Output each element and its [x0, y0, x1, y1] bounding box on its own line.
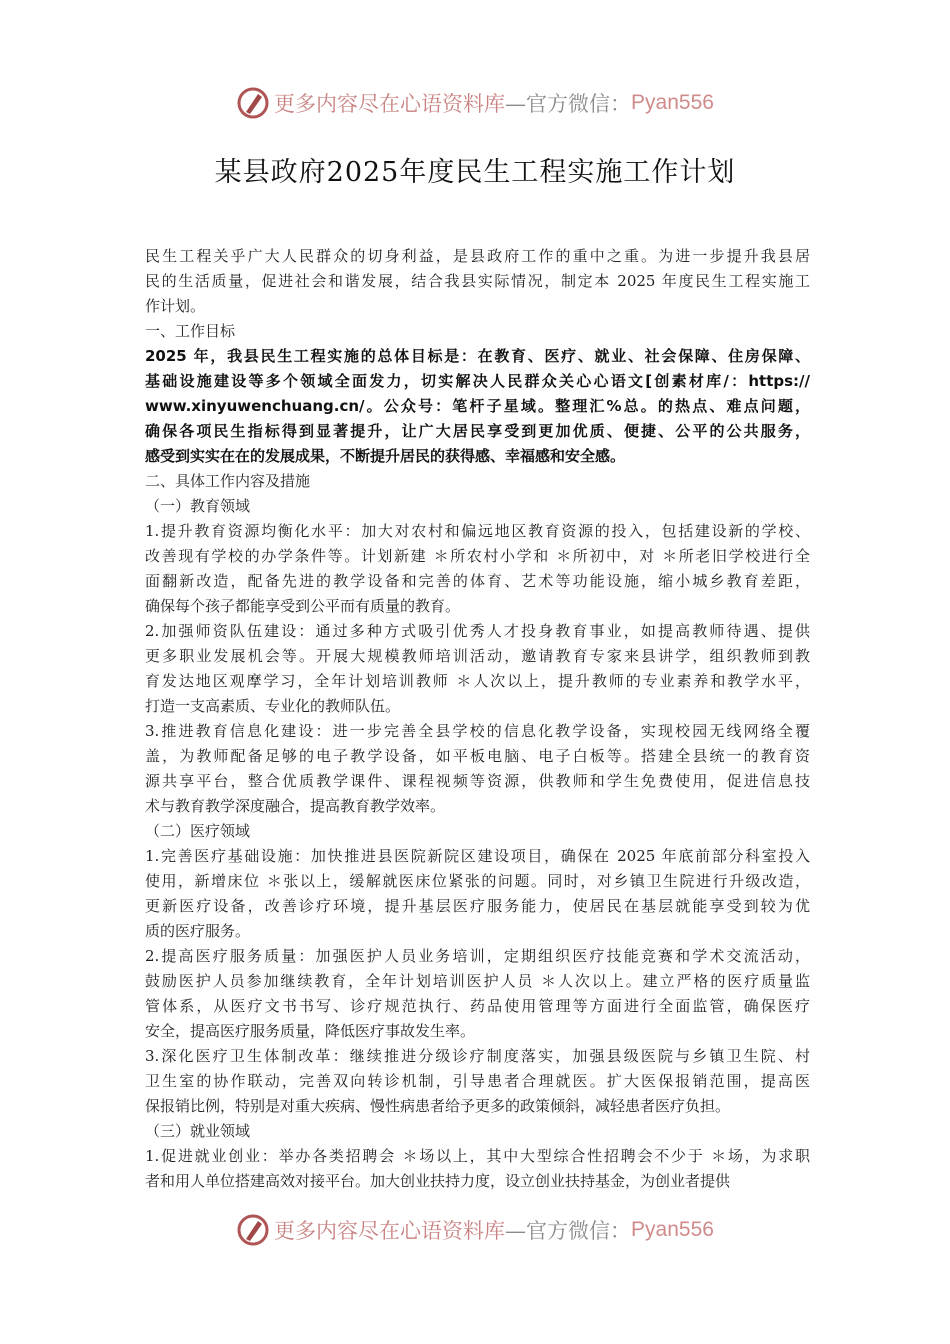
paragraph: [145, 844, 810, 944]
watermark-label: —官方微信：: [505, 92, 632, 116]
text-line: 更多职业发展机会等。开展大规模教师培训活动，邀请教育专家来县讲学，组织教师到教: [145, 647, 810, 665]
text-line: （二）医疗领域: [145, 822, 251, 840]
text-line: 打造一支高素质、专业化的教师队伍。: [145, 697, 401, 715]
watermark-site: 更多内容尽在心语资料库: [274, 92, 506, 116]
text-line: 民的生活质量，促进社会和谐发展，结合我县实际情况，制定本 2025 年度民生工程实施工: [145, 272, 810, 290]
paragraph: [145, 819, 810, 844]
paragraph: [145, 1044, 810, 1119]
text-line: 基础设施建设等多个领域全面发力，切实解决人民群众关心心语文[创素材库/：https://: [145, 372, 810, 390]
paragraph: [145, 619, 810, 719]
text-line: 保报销比例，特别是对重大疾病、慢性病患者给予更多的政策倾斜，减轻患者医疗负担。: [145, 1097, 731, 1115]
paragraph: [145, 319, 810, 344]
text-line: 二、具体工作内容及措施: [145, 472, 311, 490]
text-line: 盖，为教师配备足够的电子教学设备，如平板电脑、电子白板等。搭建全县统一的教育资: [145, 747, 810, 765]
paragraph: [145, 494, 810, 519]
text-line: 感受到实实在在的发展成果，不断提升居民的获得感、幸福感和安全感。: [145, 447, 626, 465]
text-line: 面翻新改造，配备先进的教学设备和完善的体育、艺术等功能设施，缩小城乡教育差距，: [145, 572, 810, 590]
paragraph: [145, 719, 810, 819]
pen-logo-icon: [236, 86, 270, 120]
text-line: 鼓励医护人员参加继续教育，全年计划培训医护人员 ＊人次以上。建立严格的医疗质量监: [145, 972, 810, 990]
text-line: 民生工程关乎广大人民群众的切身利益，是县政府工作的重中之重。为进一步提升我县居: [145, 247, 810, 265]
text-line: 源共享平台，整合优质教学课件、课程视频等资源，供教师和学生免费使用，促进信息技: [145, 772, 810, 790]
paragraph: [145, 469, 810, 494]
watermark-site: 更多内容尽在心语资料库: [274, 1219, 506, 1243]
text-line: 一、工作目标: [145, 322, 236, 340]
watermark-header: [0, 83, 950, 123]
text-line: 确保每个孩子都能享受到公平而有质量的教育。: [145, 597, 461, 615]
text-line: 更新医疗设备，改善诊疗环境，提升基层医疗服务能力，使居民在基层就能享受到较为优: [145, 897, 810, 915]
paragraph: [145, 244, 810, 319]
text-line: 1.完善医疗基础设施：加快推进县医院新院区建设项目，确保在 2025 年底前部分科室投入: [145, 847, 810, 865]
pen-logo-icon: [236, 1213, 270, 1247]
document-body: [145, 244, 810, 1194]
text-line: 1.提升教育资源均衡化水平：加大对农村和偏远地区教育资源的投入，包括建设新的学校、: [145, 522, 810, 540]
text-line: 卫生室的协作联动，完善双向转诊机制，引导患者合理就医。扩大医保报销范围，提高医: [145, 1072, 810, 1090]
text-line: 3.推进教育信息化建设：进一步完善全县学校的信息化教学设备，实现校园无线网络全覆: [145, 722, 810, 740]
text-line: 使用，新增床位 ＊张以上，缓解就医床位紧张的问题。同时，对乡镇卫生院进行升级改造，: [145, 872, 810, 890]
watermark-id: Pyan556: [631, 1218, 714, 1241]
text-line: 2.加强师资队伍建设：通过多种方式吸引优秀人才投身教育事业，如提高教师待遇、提供: [145, 622, 810, 640]
text-line: 者和用人单位搭建高效对接平台。加大创业扶持力度，设立创业扶持基金，为创业者提供: [145, 1172, 731, 1190]
paragraph: [145, 944, 810, 1044]
paragraph: [145, 519, 810, 619]
paragraph: [145, 1144, 810, 1194]
text-line: （一）教育领域: [145, 497, 251, 515]
watermark-footer: [0, 1210, 950, 1250]
text-line: 安全，提高医疗服务质量，降低医疗事故发生率。: [145, 1022, 476, 1040]
watermark-id: Pyan556: [631, 91, 714, 114]
text-line: 1.促进就业创业：举办各类招聘会 ＊场以上，其中大型综合性招聘会不少于 ＊场，为求职: [145, 1147, 810, 1165]
text-line: www.xinyuwenchuang.cn/。公众号：笔杆子星域。整理汇%总。的热点、难点问题，: [145, 397, 810, 415]
text-line: 作计划。: [145, 297, 206, 315]
text-line: 管体系，从医疗文书书写、诊疗规范执行、药品使用管理等方面进行全面监管，确保医疗: [145, 997, 810, 1015]
text-line: 3.深化医疗卫生体制改革：继续推进分级诊疗制度落实，加强县级医院与乡镇卫生院、村: [145, 1047, 810, 1065]
text-line: 育发达地区观摩学习，全年计划培训教师 ＊人次以上，提升教师的专业素养和教学水平，: [145, 672, 810, 690]
text-line: 质的医疗服务。: [145, 922, 251, 940]
text-line: （三）就业领域: [145, 1122, 251, 1140]
watermark-label: —官方微信：: [505, 1219, 632, 1243]
text-line: 术与教育教学深度融合，提高教育教学效率。: [145, 797, 446, 815]
text-line: 确保各项民生指标得到显著提升，让广大居民享受到更加优质、便捷、公平的公共服务，: [145, 422, 810, 440]
paragraph: [145, 344, 810, 469]
text-line: 2025 年，我县民生工程实施的总体目标是：在教育、医疗、就业、社会保障、住房保障、: [145, 347, 810, 365]
document-title: 某县政府2025年度民生工程实施工作计划: [214, 157, 736, 188]
text-line: 2.提高医疗服务质量：加强医护人员业务培训，定期组织医疗技能竞赛和学术交流活动，: [145, 947, 810, 965]
paragraph: [145, 1119, 810, 1144]
text-line: 改善现有学校的办学条件等。计划新建 ＊所农村小学和 ＊所初中，对 ＊所老旧学校进行全: [145, 547, 810, 565]
